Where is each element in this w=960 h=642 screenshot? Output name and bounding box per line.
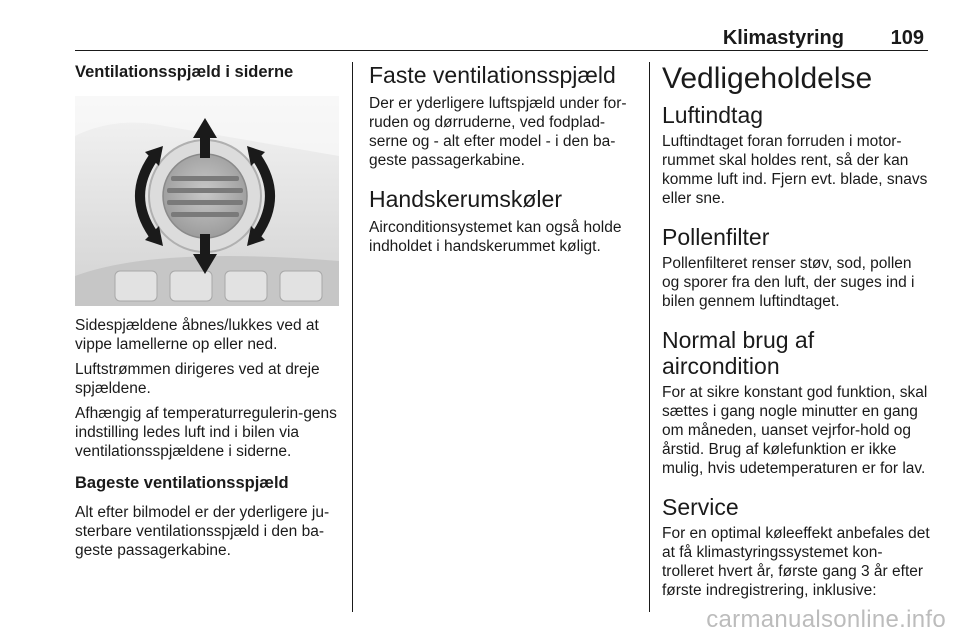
service-paragraph: For en optimal køleeffekt anbefales det at få klimastyringssystemet kon-trolleret hvert år, første gang 3 år efter første indregistrering, inklusive: — [662, 525, 930, 599]
normal-ac-use-paragraph: For at sikre konstant god funktion, skal sættes i gang nogle minutter en gang om måneden, uanset vejrfor-hold og årstid. Brug af kølefunktion er ikke mulig, hvis udetemperaturen er for lav. — [662, 384, 928, 477]
column-left — [75, 62, 343, 566]
column-middle — [369, 62, 635, 262]
maintenance-title: Vedligeholdelse — [662, 62, 873, 95]
watermark: carmanualsonline.info — [706, 606, 946, 633]
side-vent-illustration — [75, 96, 339, 306]
air-intake-heading: Luftindtag — [662, 102, 764, 128]
chapter-title: Klimastyring — [722, 27, 844, 49]
air-intake-paragraph: Luftindtaget foran forruden i motor-rummet skal holdes rent, så der kan komme luft ind. Fjern evt. blade, snavs eller sne. — [662, 133, 928, 207]
page-header — [75, 14, 928, 51]
side-vents-heading: Ventilationsspjæld i siderne — [75, 63, 294, 81]
page-number: 109 — [890, 27, 924, 49]
vent-paragraph-2: Luftstrømmen dirigeres ved at dreje spjældene. — [75, 361, 320, 397]
fixed-vents-paragraph: Der er yderligere luftspjæld under for-ruden og dørruderne, ved fodplad-serne og - alt efter model - i den ba-geste passagerkabine. — [369, 95, 627, 169]
rear-vents-paragraph: Alt efter bilmodel er der yderligere ju-sterbare ventilationsspjæld i den ba-geste passagerkabine. — [75, 504, 330, 559]
column-divider-left — [352, 62, 353, 612]
pollen-filter-paragraph: Pollenfilteret renser støv, sod, pollen og sporer fra den luft, der suges ind i bilen gennem luftindtaget. — [662, 255, 915, 310]
glovebox-cooler-heading: Handskerumskøler — [369, 186, 562, 212]
column-divider-right — [649, 62, 650, 612]
normal-ac-use-heading: Normal brug af aircondition — [662, 327, 815, 379]
glovebox-cooler-paragraph: Airconditionsystemet kan også holde indholdet i handskerummet køligt. — [369, 219, 622, 255]
column-right — [662, 62, 930, 606]
pollen-filter-heading: Pollenfilter — [662, 224, 770, 250]
vent-paragraph-3: Afhængig af temperaturregulerin-gens indstilling ledes luft ind i bilen via ventilationsspjældene i siderne. — [75, 405, 337, 460]
vent-paragraph-1: Sidespjældene åbnes/lukkes ved at vippe lamellerne op eller ned. — [75, 317, 319, 353]
service-heading: Service — [662, 494, 739, 520]
rear-vents-heading: Bageste ventilationsspjæld — [75, 474, 289, 492]
fixed-vents-heading: Faste ventilationsspjæld — [369, 62, 616, 88]
